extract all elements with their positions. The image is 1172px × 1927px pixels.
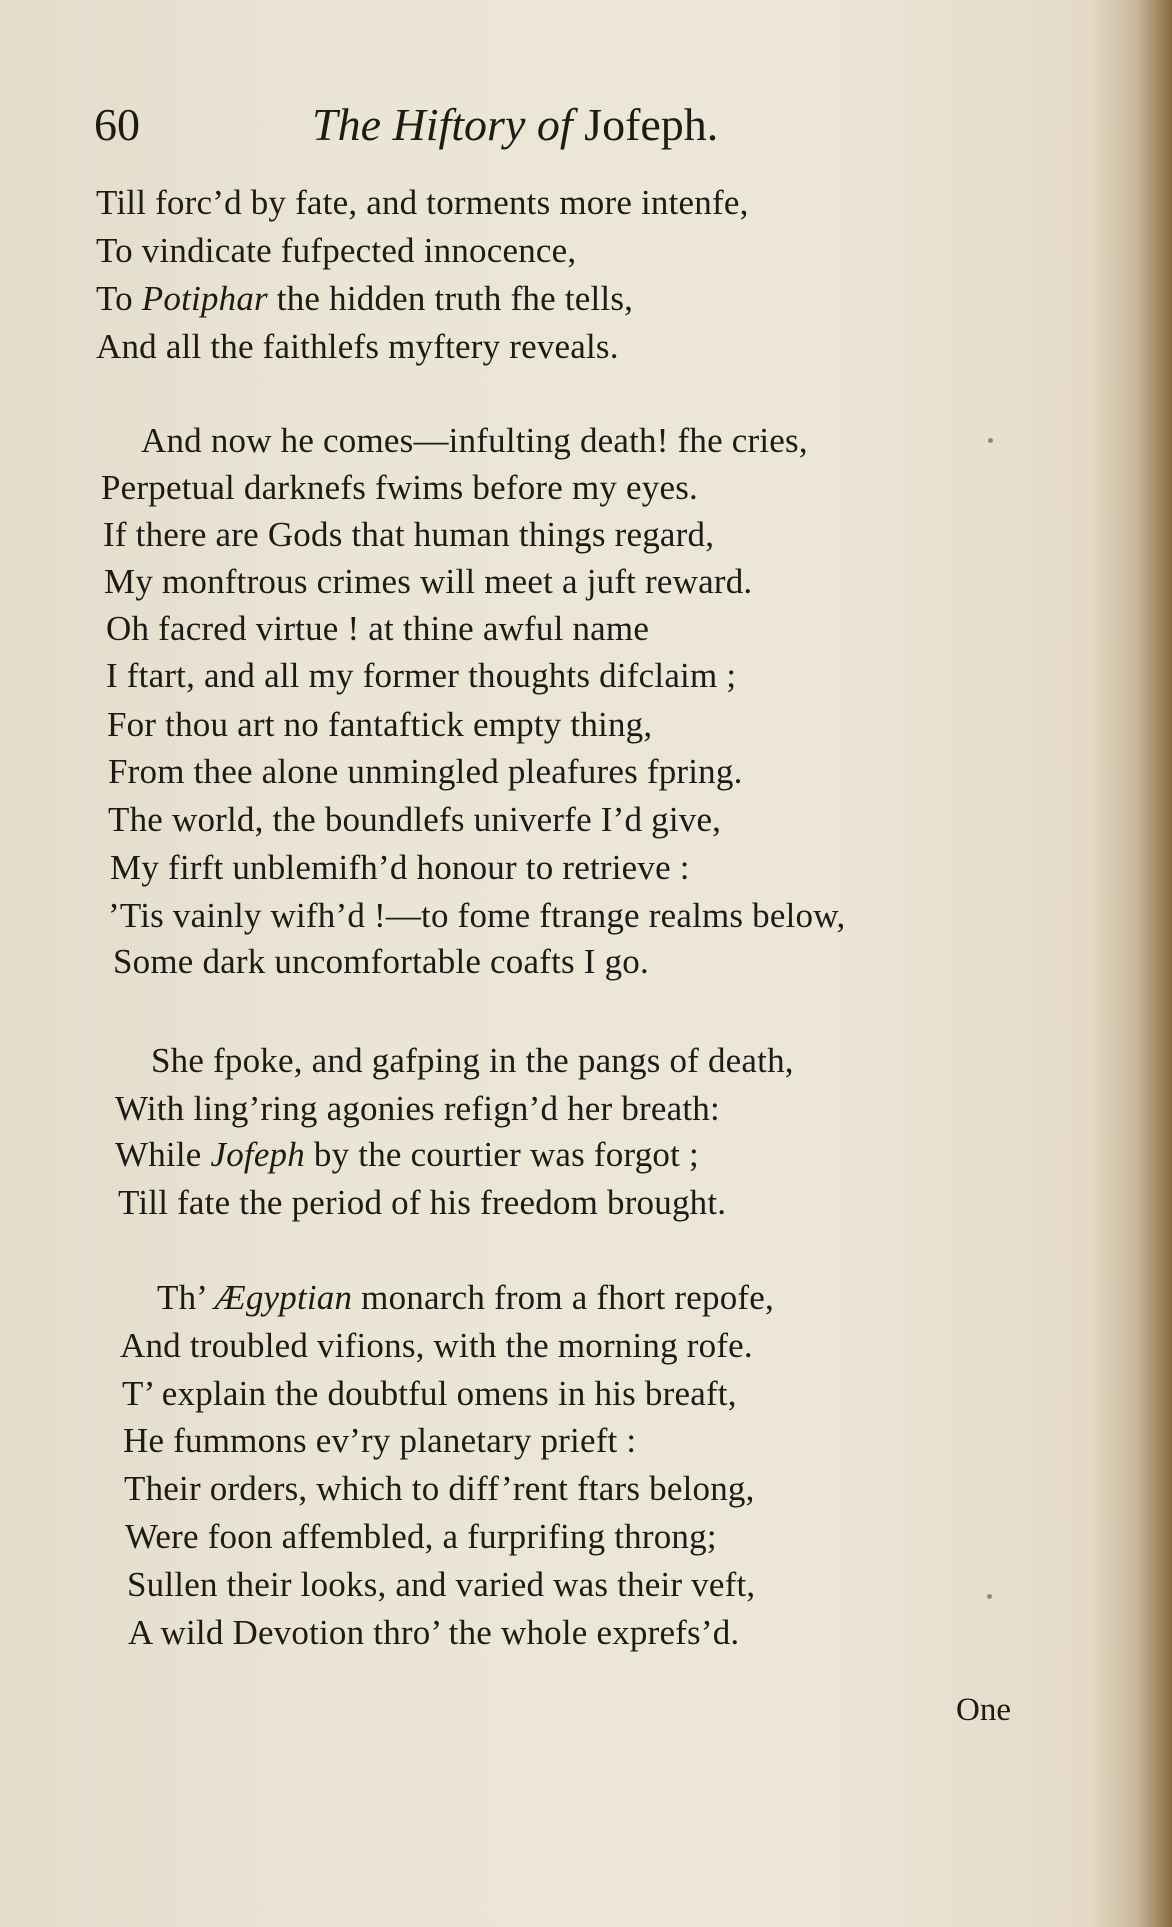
verse-text: Were foon affembled, a furprifing throng; [125,1517,717,1556]
verse-text: The world, the boundlefs univerfe I’d give, [108,800,722,839]
verse-line [113,942,649,982]
verse-text: And now he comes—infulting death! fhe cries, [141,421,808,460]
verse-line [115,1089,720,1129]
verse-line [108,896,845,936]
verse-line [125,1517,717,1557]
verse-text: For thou art no fantaftick empty thing, [107,705,653,744]
verse-text: T’ explain the doubtful omens in his breaft, [122,1374,737,1413]
verse-text: And all the faithlefs myftery reveals. [96,327,619,366]
verse-text: Oh facred virtue ! at thine awful name [106,609,650,648]
verse-line [157,1278,774,1318]
verse-line [96,279,633,319]
verse-text: Sullen their looks, and varied was their veft, [127,1565,756,1604]
verse-line [104,562,752,602]
running-title [312,98,718,151]
verse-line [141,421,808,461]
verse-text: From thee alone unmingled pleafures fpring. [108,752,743,791]
page-number: 60 [94,99,140,150]
verse-text: the hidden truth fhe tells, [267,279,634,318]
verse-text: My monftrous crimes will meet a juft reward. [104,562,753,601]
italic-name: Ægyptian [214,1278,353,1317]
verse-text: She fpoke, and gafping in the pangs of death, [151,1041,794,1080]
verse-line [107,705,652,745]
verse-text: To [96,279,142,318]
verse-line [115,1135,699,1175]
verse-line [151,1041,794,1081]
verse-line [103,515,714,555]
verse-text: To vindicate fufpected innocence, [96,231,577,270]
verse-line [96,183,749,223]
verse-text: Till fate the period of his freedom brought. [118,1183,727,1222]
verse-text: If there are Gods that human things regard, [103,515,715,554]
verse-line [118,1183,726,1223]
verse-line [106,656,736,696]
italic-name: Jofeph [210,1135,305,1174]
verse-text: Their orders, which to diff’rent ftars belong, [124,1469,755,1508]
verse-line [120,1326,753,1366]
running-title-italic: The Hiftory of [312,99,573,150]
verse-text: Perpetual darknefs fwims before my eyes. [101,468,698,507]
verse-line [123,1421,636,1461]
verse-line [108,752,743,792]
verse-line [101,468,698,508]
verse-text: I ftart, and all my former thoughts difclaim ; [106,656,737,695]
verse-line [127,1565,755,1605]
verse-line [96,231,576,271]
verse-text: Some dark uncomfortable coafts I go. [113,942,649,981]
catchword: One [956,1692,1011,1728]
verse-text: ’Tis vainly wifh’d !—to fome ftrange realms below, [108,896,846,935]
verse-text: A wild Devotion thro’ the whole exprefs’d. [128,1613,740,1652]
italic-name: Potiphar [141,279,268,318]
verse-text: monarch from a fhort repofe, [352,1278,774,1317]
verse-text: My firft unblemifh’d honour to retrieve : [110,848,690,887]
verse-line [106,609,649,649]
verse-text: He fummons ev’ry planetary prieft : [123,1421,637,1460]
verse-line [122,1374,737,1414]
verse-text: With ling’ring agonies refign’d her breath: [115,1089,720,1128]
verse-text: by the courtier was forgot ; [304,1135,699,1174]
verse-text: Till forc’d by fate, and torments more intenfe, [96,183,749,222]
verse-text: Th’ [157,1278,215,1317]
verse-text: While [115,1135,211,1174]
verse-line [96,327,619,367]
verse-line [110,848,690,888]
running-title-name: Jofeph. [572,99,719,150]
verse-line [108,800,721,840]
verse-text: And troubled vifions, with the morning rofe. [120,1326,753,1365]
verse-line [124,1469,755,1509]
verse-line [128,1613,739,1653]
